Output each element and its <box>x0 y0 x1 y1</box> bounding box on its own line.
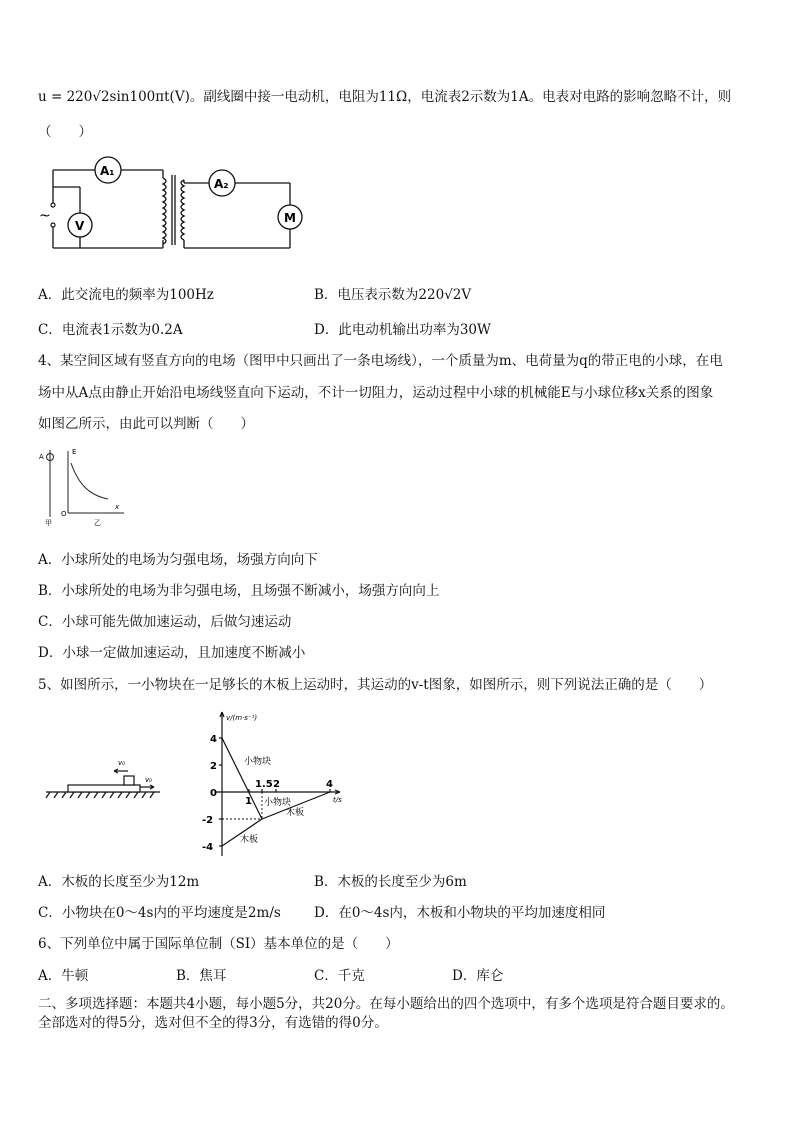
transformer-circuit-diagram <box>38 150 303 265</box>
q6-option-d: D．库仑 <box>452 968 504 984</box>
q4-label-o: O <box>61 510 67 518</box>
q4-option-d: D．小球一定做加速运动，且加速度不断减小 <box>38 645 306 661</box>
y-tick-neg2: -2 <box>202 815 214 826</box>
q4-figure <box>38 445 138 530</box>
q5-v0-block-label: v₀ <box>118 759 125 767</box>
label-board-lower: 木板 <box>240 835 259 845</box>
y-tick-neg4: -4 <box>202 842 214 853</box>
label-block-lower: 小物块 <box>264 798 292 808</box>
q4-option-b: B．小球所处的电场为非匀强电场，且场强不断减小，场强方向向上 <box>38 583 440 599</box>
label-board-right: 木板 <box>286 808 305 818</box>
motor-label: M <box>284 211 296 225</box>
q4-label-x: x <box>115 503 120 511</box>
section2-line1: 二、多项选择题：本题共4小题，每小题5分，共20分。在每小题给出的四个选项中，有多个选项是符合题目要求的。 <box>38 996 734 1012</box>
q3-option-b: B．电压表示数为220√2V <box>314 287 472 303</box>
q5-block-board-sketch <box>42 745 167 805</box>
q6-option-b: B．焦耳 <box>176 968 227 984</box>
q4-label-e: E <box>72 448 77 456</box>
q5-stem: 5、如图所示，一小物块在一足够长的木板上运动时，其运动的v-t图象，如图所示，则下列说法正确的是（ ） <box>38 677 713 693</box>
q5-v0-board-label: v₀ <box>145 776 152 784</box>
q4-stem-line1: 4、某空间区域有竖直方向的电场（图甲中只画出了一条电场线），一个质量为m、电荷量为q的带正电的小球，在电 <box>38 353 723 369</box>
q3-stem-line2: （ ） <box>38 124 92 140</box>
q3-option-d: D．此电动机输出功率为30W <box>314 322 491 338</box>
ac-source-symbol: ~ <box>39 208 51 224</box>
q4-stem-line3: 如图乙所示，由此可以判断（ ） <box>38 416 254 432</box>
q5-option-d: D．在0～4s内，木板和小物块的平均加速度相同 <box>314 905 606 921</box>
q6-option-a: A．牛顿 <box>38 968 89 984</box>
q5-option-c: C．小物块在0～4s内的平均速度是2m/s <box>38 905 281 921</box>
x-tick-1: 1 <box>245 796 252 807</box>
axis-y-label: v/(m·s⁻¹) <box>226 714 258 722</box>
y-tick-4: 4 <box>210 734 217 745</box>
q4-label-a: A <box>39 453 44 461</box>
q3-option-a: A．此交流电的频率为100Hz <box>38 287 214 303</box>
q5-vt-chart <box>200 708 350 858</box>
x-tick-4: 4 <box>326 779 333 790</box>
voltmeter-label: V <box>75 219 85 233</box>
q4-option-a: A．小球所处的电场为匀强电场，场强方向向下 <box>38 552 318 568</box>
q5-option-b: B．木板的长度至少为6m <box>314 874 467 890</box>
q5-option-a: A．木板的长度至少为12m <box>38 874 200 890</box>
x-tick-2: 2 <box>273 779 280 790</box>
q6-option-c: C．千克 <box>314 968 365 984</box>
q3-option-c: C．电流表1示数为0.2A <box>38 322 183 338</box>
y-tick-0: 0 <box>210 788 217 799</box>
q4-option-c: C．小球可能先做加速运动，后做匀速运动 <box>38 614 292 630</box>
q6-stem: 6、下列单位中属于国际单位制（SI）基本单位的是（ ） <box>38 936 399 952</box>
y-tick-2: 2 <box>210 761 217 772</box>
ammeter-a1-label: A₁ <box>100 164 115 178</box>
q4-stem-line2: 场中从A点由静止开始沿电场线竖直向下运动，不计一切阻力，运动过程中小球的机械能E与小球位移x关系的图象 <box>38 385 714 401</box>
axis-x-label: t/s <box>333 796 342 804</box>
x-tick-1-5: 1.5 <box>255 779 273 790</box>
label-block-upper: 小物块 <box>244 757 272 767</box>
ammeter-a2-label: A₂ <box>214 177 229 191</box>
q4-label-yi: 乙 <box>94 519 101 527</box>
q3-stem-line1: u = 220√2sin100πt(V)。副线圈中接一电动机，电阻为11Ω，电流表2示数为1A。电表对电路的影响忽略不计，则 <box>38 89 732 105</box>
q4-label-jia: 甲 <box>45 519 52 527</box>
section2-line2: 全部选对的得5分，选对但不全的得3分，有选错的得0分。 <box>38 1015 388 1031</box>
